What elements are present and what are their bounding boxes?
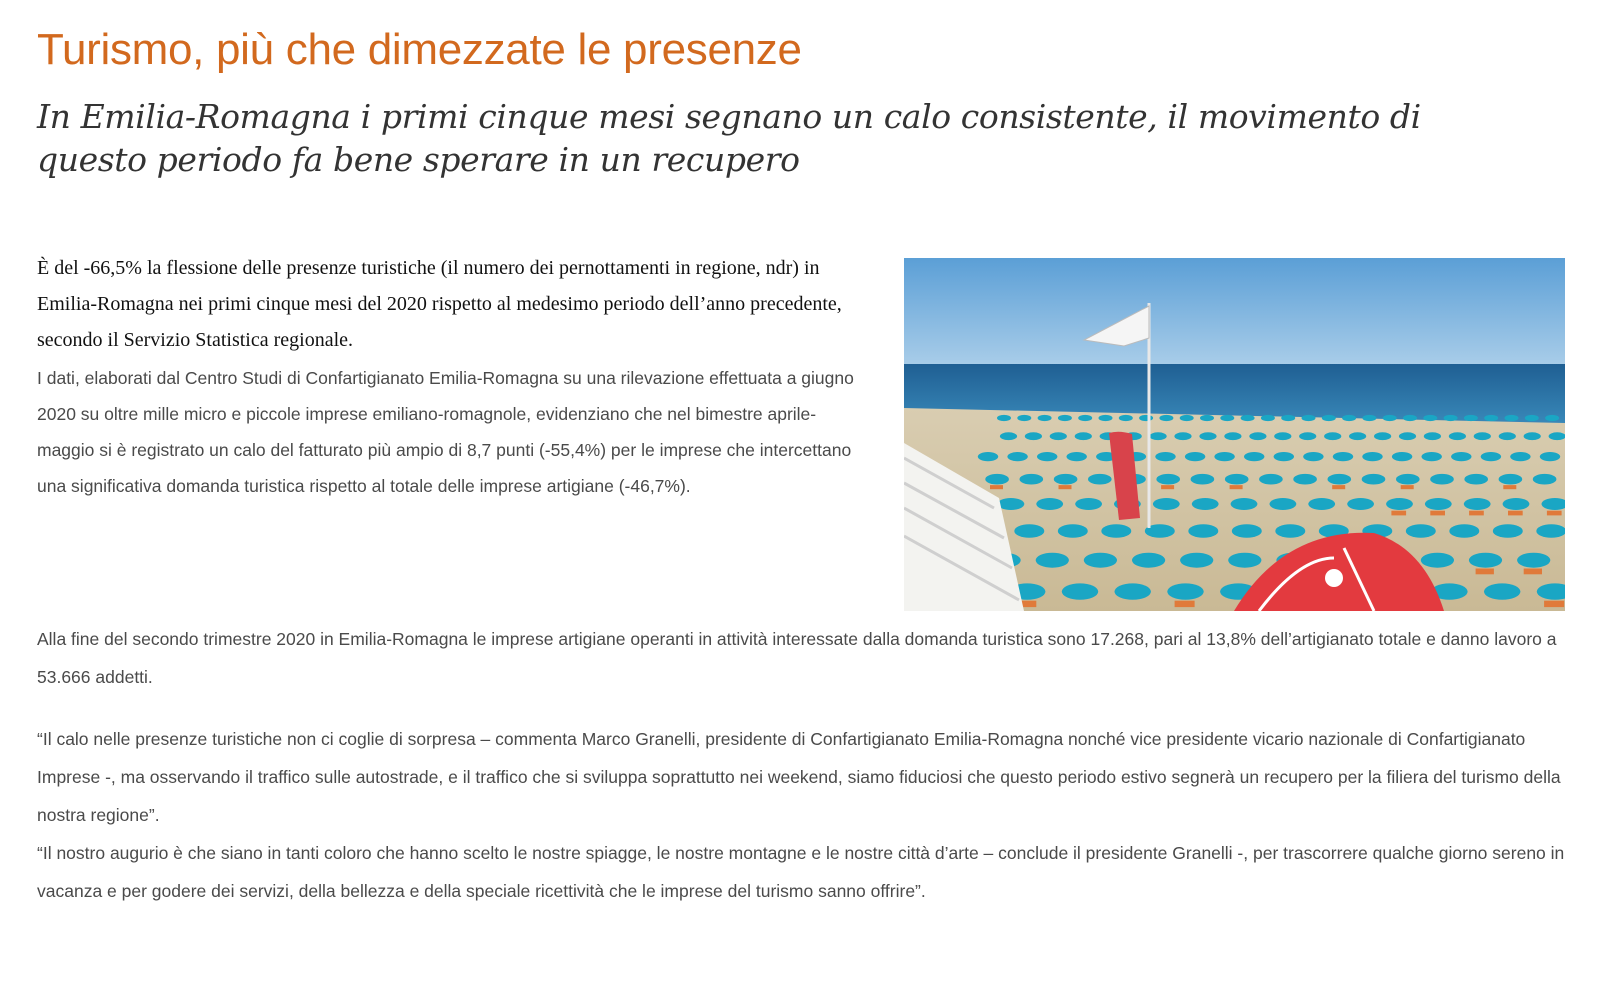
article-intro: I dati, elaborati dal Centro Studi di Confartigianato Emilia-Romagna su una rilevazione effettuata a giugno 2020 su oltre mille micro e piccole imprese emiliano-romagnole, evidenziano che nel bimestre aprile-maggio si è registrato un calo del fatturato più ampio di 8,7 punti (-55,4%) per le imprese che intercettano una significativa domanda turistica rispetto al totale delle imprese artigiane (-46,7%). <box>37 368 854 496</box>
article-paragraph: “Il nostro augurio è che siano in tanti coloro che hanno scelto le nostre spiagge, le nostre montagne e le nostre città d’arte – conclude il presidente Granelli -, per trascorrere qualche giorno sereno in vacanza e per godere dei servizi, della bellezza e della speciale ricettività che le imprese del turismo sanno offrire”. <box>37 843 1565 901</box>
article-subtitle: In Emilia-Romagna i primi cinque mesi segnano un calo consistente, il movimento di questo periodo fa bene sperare in un recupero <box>37 97 1421 179</box>
article-title: Turismo, più che dimezzate le presenze <box>37 25 802 74</box>
beach-photo <box>904 258 1565 611</box>
article-paragraph: Alla fine del secondo trimestre 2020 in Emilia-Romagna le imprese artigiane operanti in attività interessate dalla domanda turistica sono 17.268, pari al 13,8% dell’artigianato totale e danno lavoro a 53.666 addetti. <box>37 629 1557 687</box>
article-lead: È del -66,5% la flessione delle presenze turistiche (il numero dei pernottamenti in regione, ndr) in Emilia-Romagna nei primi cinque mesi del 2020 rispetto al medesimo periodo dell’anno precedente, secondo il Servizio Statistica regionale. <box>37 257 842 351</box>
article-paragraph: “Il calo nelle presenze turistiche non ci coglie di sorpresa – commenta Marco Granelli, presidente di Confartigianato Emilia-Romagna nonché vice presidente vicario nazionale di Confartigianato Imprese -, ma osservando il traffico sulle autostrade, e il traffico che si sviluppa soprattutto nei weekend, siamo fiduciosi che questo periodo estivo segnerà un recupero per la filiera del turismo della nostra regione”. <box>37 729 1561 825</box>
